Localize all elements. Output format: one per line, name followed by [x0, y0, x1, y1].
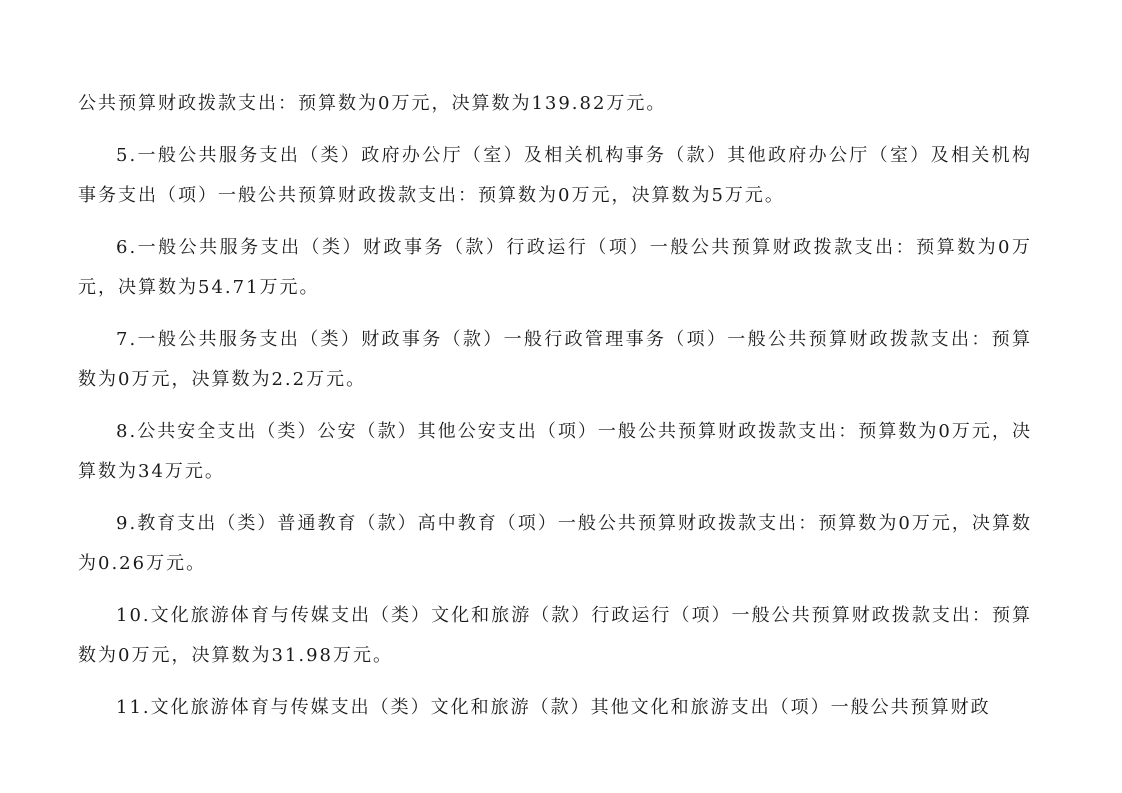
paragraph-item-5: 5.一般公共服务支出（类）政府办公厅（室）及相关机构事务（款）其他政府办公厅（室）及相关机构事务支出（项）一般公共预算财政拨款支出：预算数为0万元，决算数为5万元。: [78, 145, 1032, 206]
paragraph-item-7: 7.一般公共服务支出（类）财政事务（款）一般行政管理事务（项）一般公共预算财政拨款支出：预算数为0万元，决算数为2.2万元。: [78, 329, 1032, 390]
paragraph-continuation: 公共预算财政拨款支出：预算数为0万元，决算数为139.82万元。: [78, 93, 667, 114]
paragraph-item-8: 8.公共安全支出（类）公安（款）其他公安支出（项）一般公共预算财政拨款支出：预算数为0万元，决算数为34万元。: [78, 421, 1032, 482]
document-body: [78, 84, 1032, 728]
paragraph-item-11: 11.文化旅游体育与传媒支出（类）文化和旅游（款）其他文化和旅游支出（项）一般公共预算财政: [116, 697, 991, 718]
paragraph-item-10: 10.文化旅游体育与传媒支出（类）文化和旅游（款）行政运行（项）一般公共预算财政拨款支出：预算数为0万元，决算数为31.98万元。: [78, 605, 1032, 666]
paragraph-item-6: 6.一般公共服务支出（类）财政事务（款）行政运行（项）一般公共预算财政拨款支出：预算数为0万元，决算数为54.71万元。: [78, 237, 1032, 298]
paragraph-item-9: 9.教育支出（类）普通教育（款）高中教育（项）一般公共预算财政拨款支出：预算数为0万元，决算数为0.26万元。: [78, 513, 1032, 574]
